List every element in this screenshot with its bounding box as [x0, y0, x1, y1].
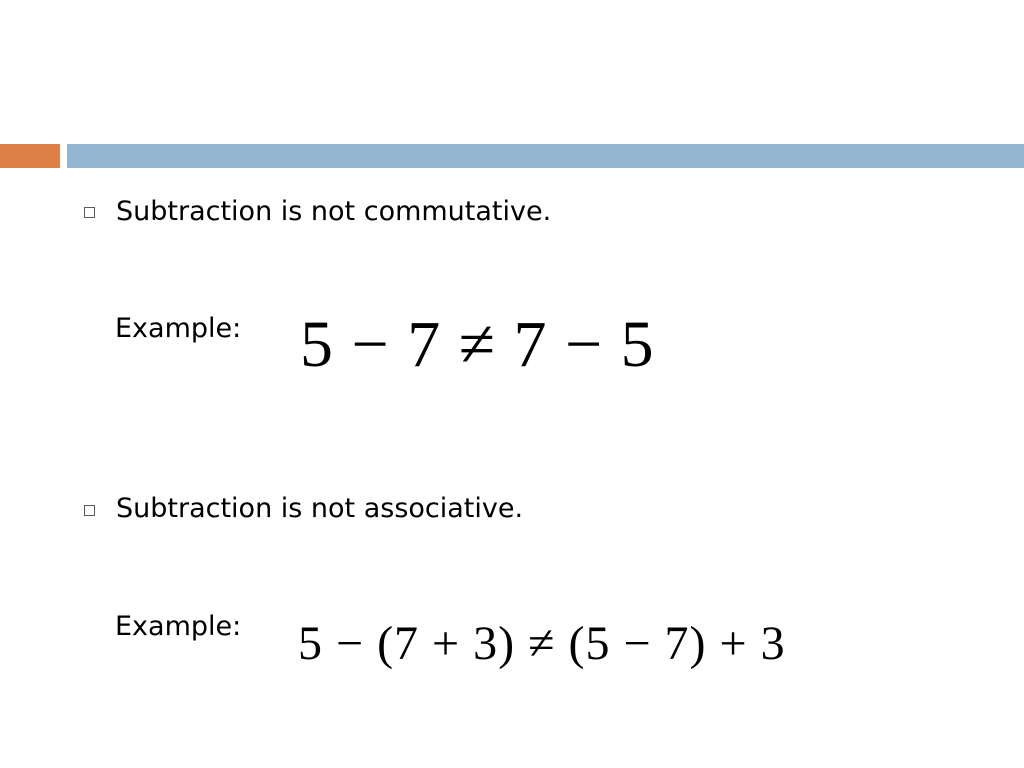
square-bullet-icon [84, 207, 95, 218]
header-accent-blue-bar [67, 144, 1024, 168]
bullet-text-associative: Subtraction is not associative. [116, 493, 524, 524]
equation-commutative: 5 − 7 ≠ 7 − 5 [300, 308, 655, 381]
example-label: Example: [115, 313, 242, 344]
equation-associative: 5 − (7 + 3) ≠ (5 − 7) + 3 [298, 617, 786, 670]
header-accent-orange-bar [0, 144, 60, 168]
square-bullet-icon [84, 505, 95, 516]
bullet-text-commutative: Subtraction is not commutative. [116, 196, 552, 227]
example-label: Example: [115, 611, 242, 642]
